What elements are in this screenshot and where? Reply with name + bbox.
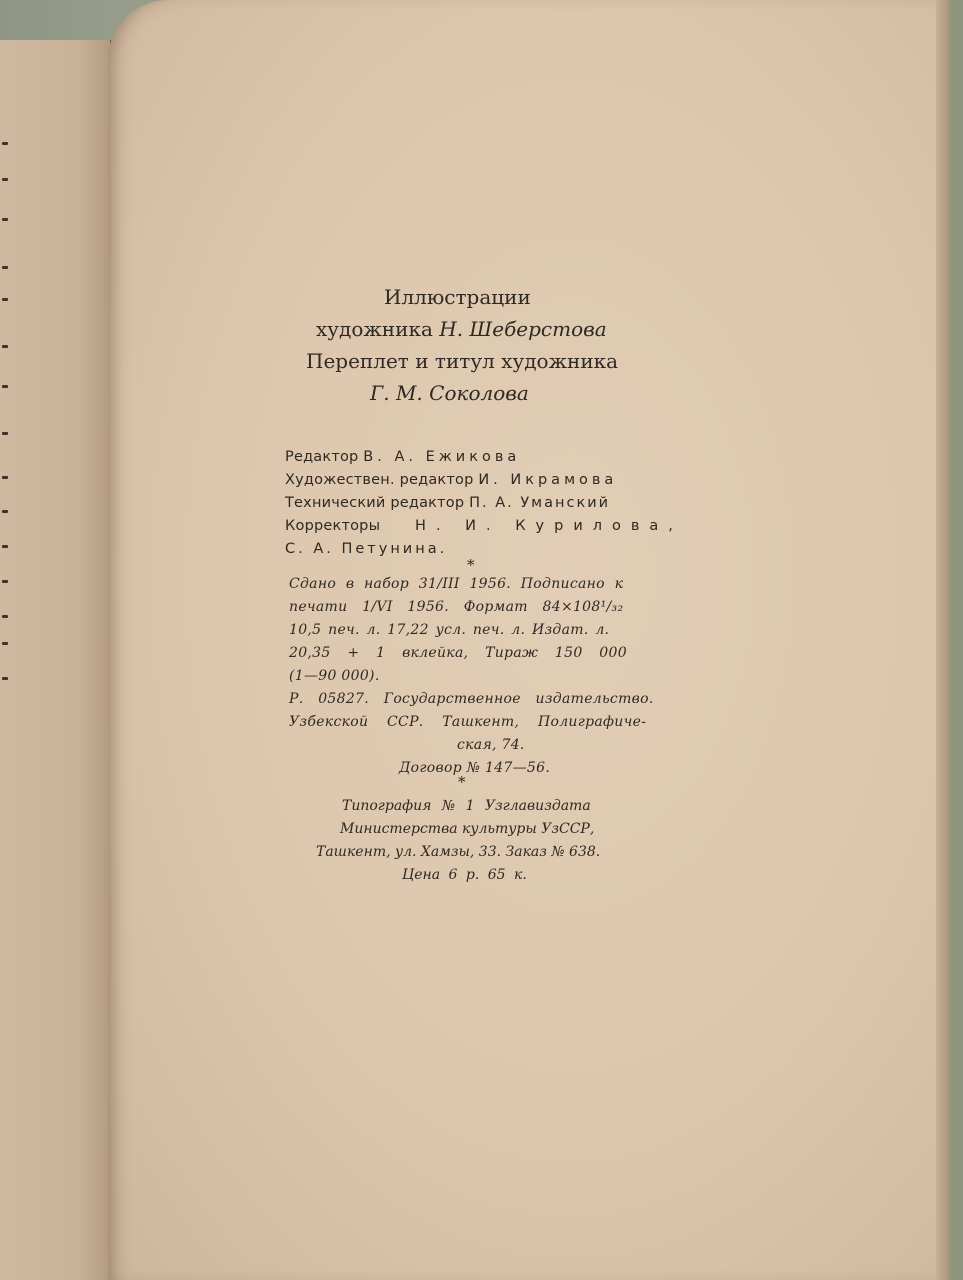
binding-artist-name: Г. М. Соколова <box>370 381 529 405</box>
credits-line-2-prefix: художника <box>316 317 433 341</box>
editor-name: В. А. Ежикова <box>363 449 521 465</box>
editor-label: Редактор <box>285 449 359 465</box>
art-editor-line <box>285 469 617 493</box>
imprint-line-1: Сдано в набор 31/III 1956. Подписано к <box>289 576 624 592</box>
credits-line-1: Иллюстрации <box>384 285 531 309</box>
separator-asterisk-2: * <box>458 773 466 791</box>
price-line: Цена 6 р. 65 к. <box>402 867 527 883</box>
proofreader-1: Н. И. Курилова, <box>415 518 683 534</box>
printer-line-2: Министерства культуры УзССР, <box>340 821 595 837</box>
separator-asterisk-1: * <box>467 556 475 574</box>
imprint-line-4-text: 20,35 + 1 вклейка, Тираж 150 000 <box>289 645 627 661</box>
printer-line-1: Типография № 1 Узглавиздата <box>342 798 591 814</box>
illustrator-name: Н. Шеберстова <box>439 317 607 341</box>
imprint-line-3: 10,5 печ. л. 17,22 усл. печ. л. Издат. л. <box>289 622 610 638</box>
tech-editor-label: Технический редактор <box>285 495 465 511</box>
credits-line-2 <box>316 314 607 344</box>
printer-line-3: Ташкент, ул. Хамзы, 33. Заказ № 638. <box>316 844 601 860</box>
page-edge <box>936 0 950 1280</box>
imprint-line-9: Договор № 147—56. <box>399 760 551 776</box>
tech-editor-name: П. А. Уманский <box>469 495 611 511</box>
imprint-line-7: Узбекской ССР. Ташкент, Полиграфиче- <box>289 714 647 730</box>
art-editor-name: И. Икрамова <box>478 472 618 488</box>
proofreaders-line <box>285 515 683 539</box>
imprint-line-5: (1—90 000). <box>289 668 380 684</box>
imprint-line-8: ская, 74. <box>457 737 525 753</box>
previous-page <box>0 40 112 1280</box>
imprint-line-6: Р. 05827. Государственное издательство. <box>289 691 654 707</box>
imprint-line-4 <box>289 642 627 665</box>
editor-line <box>285 446 520 470</box>
proofreaders-label: Корректоры <box>285 518 381 534</box>
imprint-line-2: печати 1/VI 1956. Формат 84×108¹/₃₂ <box>289 599 624 615</box>
art-editor-label: Художествен. редактор <box>285 472 474 488</box>
credits-line-3: Переплет и титул художника <box>306 349 619 373</box>
proofreader-2: С. А. Петунина. <box>285 541 448 557</box>
tech-editor-line <box>285 492 610 516</box>
proofreader-2-line <box>285 538 447 562</box>
